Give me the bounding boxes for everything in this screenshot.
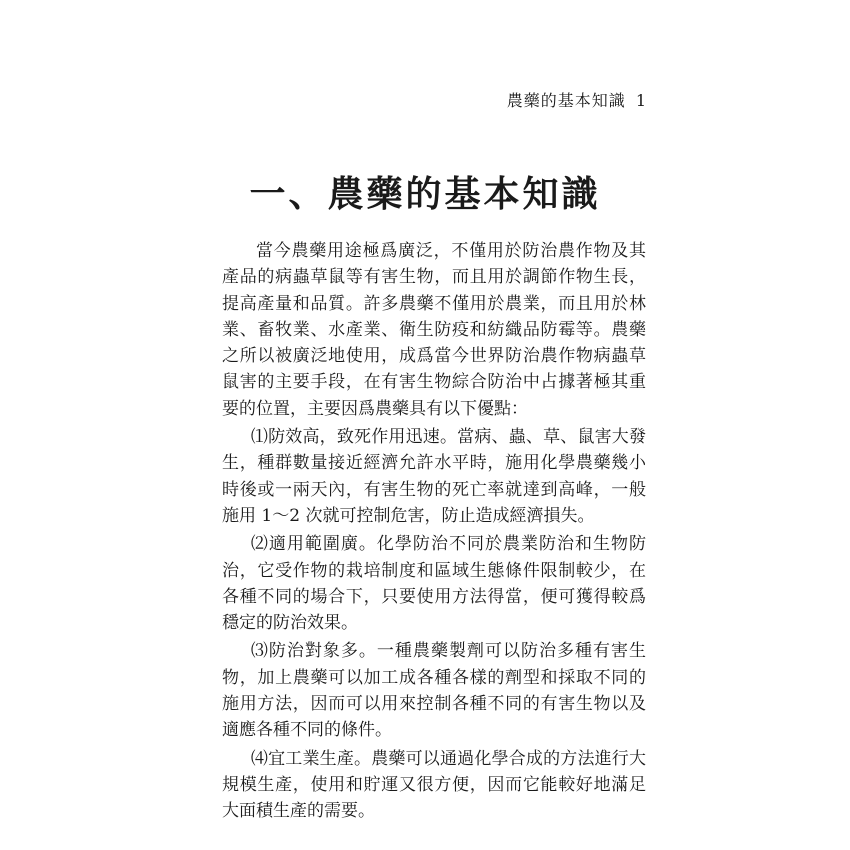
intro-paragraph: 當今農藥用途極爲廣泛，不僅用於防治農作物及其產品的病蟲草鼠等有害生物，而且用於調節作物生長，提高產量和品質。許多農藥不僅用於農業，而且用於林業、畜牧業、水產業、衛生防疫和紡織品防霉等。農藥之所以被廣泛地使用，成爲當今世界防治農作物病蟲草鼠害的主要手段，在有害生物綜合防治中占據著極其重要的位置，主要因爲農藥具有以下優點： <box>222 241 646 419</box>
running-header <box>507 88 647 111</box>
chapter-title: 一、農藥的基本知識 <box>249 173 601 215</box>
body-text <box>222 238 646 825</box>
list-item-4: ⑷宜工業生產。農藥可以通過化學合成的方法進行大規模生產，使用和貯運又很方便，因而它能較好地滿足大面積生產的需要。 <box>222 748 646 822</box>
list-item-1: ⑴防效高，致死作用迅速。當病、蟲、草、鼠害大發生，種群數量接近經濟允許水平時，施用化學農藥幾小時後或一兩天內，有害生物的死亡率就達到高峰，一般施用 1～2 次就可控制危害，防止造成經濟損失。 <box>222 427 646 526</box>
list-item-2: ⑵適用範圍廣。化學防治不同於農業防治和生物防治，它受作物的栽培制度和區域生態條件限制較少，在各種不同的場合下，只要使用方法得當，便可獲得較爲穩定的防治效果。 <box>222 534 646 634</box>
running-title: 農藥的基本知識 <box>506 91 626 110</box>
list-item-3: ⑶防治對象多。一種農藥製劑可以防治多種有害生物，加上農藥可以加工成各種各樣的劑型和採取不同的施用方法，因而可以用來控制各種不同的有害生物以及適應各種不同的條件。 <box>222 641 646 741</box>
page-number: 1 <box>635 91 647 110</box>
